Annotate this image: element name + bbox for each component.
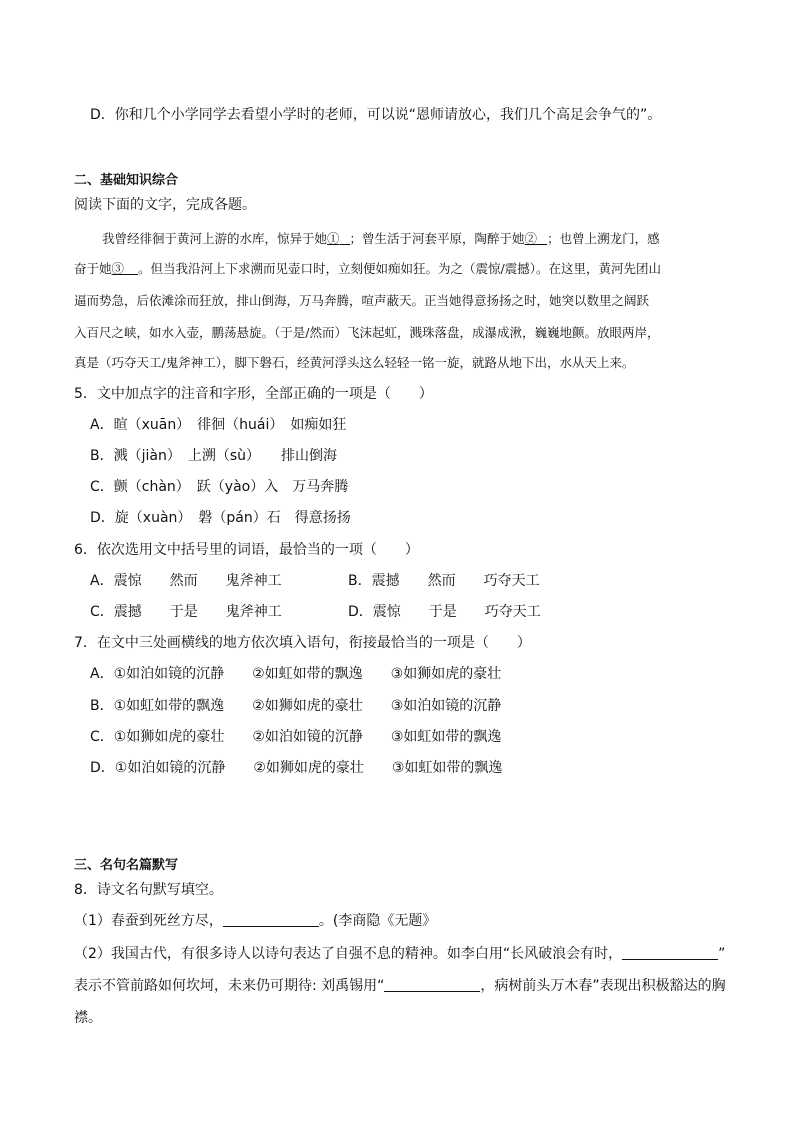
question-8-item-1 <box>74 912 436 930</box>
item-text: （1）春蚕到死丝方尽， <box>74 913 223 929</box>
answer-blank[interactable] <box>384 977 480 992</box>
passage-line-2 <box>74 260 661 278</box>
question-5-option-b: B．溅（jiàn） 上溯（sù） 排山倒海 <box>90 448 338 464</box>
blank-2-marker: ② <box>524 231 538 246</box>
answer-blank[interactable] <box>223 912 319 927</box>
question-7-option-a: A．①如泊如镜的沉静 ②如虹如带的飘逸 ③如狮如虎的豪壮 <box>90 666 502 682</box>
section-3-title: 三、名句名篇默写 <box>74 858 179 873</box>
item-text: ” <box>718 946 726 962</box>
question-8-item-2-end: 襟。 <box>74 1010 102 1026</box>
question-7-stem: 7．在文中三处画横线的地方依次填入语句，衔接最恰当的一项是（ ） <box>74 635 531 651</box>
item-text: 。(李商隐《无题》 <box>318 913 437 929</box>
blank-3 <box>124 260 138 275</box>
question-8-stem: 8．诗文名句默写填空。 <box>74 882 223 898</box>
item-text: （2）我国古代，有很多诗人以诗句表达了自强不息的精神。如李白用“长风破浪会有时， <box>74 946 623 962</box>
question-8-item-2 <box>74 945 725 963</box>
item-text: ，病树前头万木春”表现出积极豁达的胸 <box>480 978 726 994</box>
passage-text: 奋于她 <box>74 261 112 276</box>
question-6-option-b: B．震撼 然而 巧夺天工 <box>348 573 540 589</box>
section-2-instruction: 阅读下面的文字，完成各题。 <box>74 197 256 213</box>
blank-1 <box>340 230 350 245</box>
question-6-option-d: D．震惊 于是 巧夺天工 <box>348 604 541 620</box>
passage-line-3: 逼而势急，后依滩涂而狂放，排山倒海，万马奔腾，喧声蔽天。正当她得意扬扬之时，她突以数里之阔跃 <box>74 293 650 308</box>
passage-line-4: 入百尺之峡，如水入壶，鹏荡悬旋。（于是/然而）飞沫起虹，溅珠落盘，成瀑成湫，巍巍地颤。放眼两岸， <box>74 325 660 340</box>
blank-2 <box>537 230 547 245</box>
passage-line-1 <box>102 230 660 248</box>
passage-line-5: 真是（巧夺天工/鬼斧神工），脚下磐石，经黄河浮头这么轻轻一铭一旋，就路从地下出，水从天上来。 <box>74 355 635 370</box>
passage-text: ；也曾上溯龙门，感 <box>547 231 660 246</box>
blank-1-marker: ① <box>327 231 340 246</box>
question-4-option-d: D．你和几个小学同学去看望小学时的老师，可以说“恩师请放心，我们几个高足会争气的”。 <box>90 107 662 123</box>
question-5-stem: 5．文中加点字的注音和字形，全部正确的一项是（ ） <box>74 386 433 402</box>
question-5-option-a: A．暄（xuān） 徘徊（huái） 如痴如狂 <box>90 417 347 433</box>
passage-text: 。但当我沿河上下求溯而见壶口时，立刻便如痴如狂。为之（震惊/震撼）。在这里，黄河先团山 <box>138 261 661 276</box>
passage-text: 我曾经徘徊于黄河上游的水库，惊异于她 <box>102 231 328 246</box>
section-2-title: 二、基础知识综合 <box>74 173 179 188</box>
question-6-option-c: C．震撼 于是 鬼斧神工 <box>90 604 282 620</box>
question-5-option-d: D．旋（xuàn） 磐（pán）石 得意扬扬 <box>90 510 351 526</box>
question-7-option-b: B．①如虹如带的飘逸 ②如狮如虎的豪壮 ③如泊如镜的沉静 <box>90 698 502 714</box>
answer-blank[interactable] <box>622 945 718 960</box>
question-6-option-a: A．震惊 然而 鬼斧神工 <box>90 573 282 589</box>
question-7-option-c: C．①如狮如虎的豪壮 ②如泊如镜的沉静 ③如虹如带的飘逸 <box>90 729 502 745</box>
question-8-item-2-cont <box>74 977 726 995</box>
item-text: 表示不管前路如何坎坷，未来仍可期待: 刘禹锡用“ <box>74 978 385 994</box>
question-6-stem: 6．依次选用文中括号里的词语，最恰当的一项（ ） <box>74 542 419 558</box>
question-7-option-d: D．①如泊如镜的沉静 ②如狮如虎的豪壮 ③如虹如带的飘逸 <box>90 760 503 776</box>
blank-3-marker: ③ <box>111 261 125 276</box>
passage-text: ；曾生活于河套平原，陶醉于她 <box>349 231 525 246</box>
question-5-option-c: C．颤（chàn） 跃（yào）入 万马奔腾 <box>90 479 349 495</box>
